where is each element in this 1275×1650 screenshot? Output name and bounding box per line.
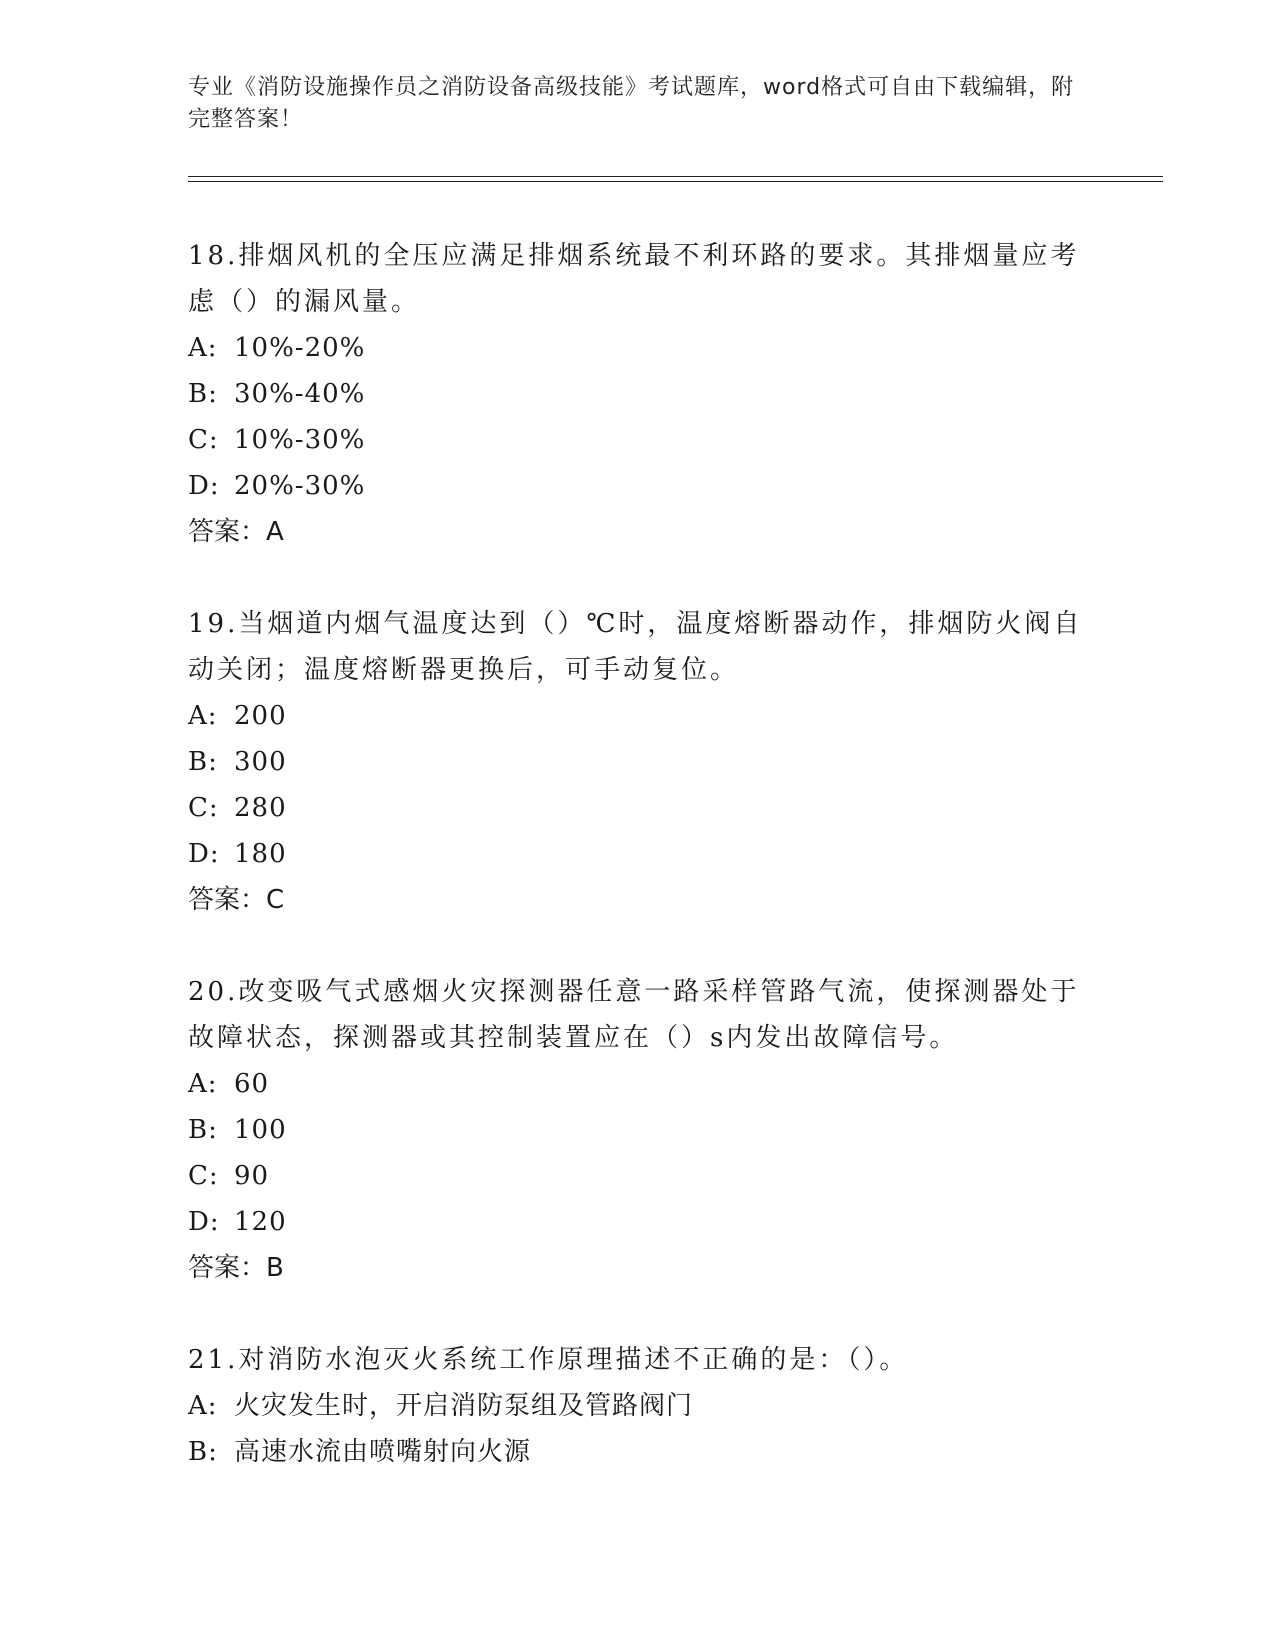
question-stem: 20.改变吸气式感烟火灾探测器任意一路采样管路气流，使探测器处于故障状态，探测器或其控制装置应在（）s内发出故障信号。: [188, 977, 1080, 1053]
option-c: [188, 417, 1088, 463]
option-letter: A:: [188, 1391, 218, 1421]
question-21: [188, 1337, 1088, 1475]
question-20: [188, 969, 1088, 1291]
option-text: 100: [234, 1115, 287, 1145]
option-letter: B:: [188, 1437, 218, 1467]
option-a: [188, 325, 1088, 371]
option-text: 90: [234, 1161, 270, 1191]
option-text: 10%-30%: [234, 425, 366, 455]
option-letter: C:: [188, 793, 219, 823]
option-text: 20%-30%: [234, 471, 366, 501]
option-text: 200: [234, 701, 287, 731]
option-d: [188, 463, 1088, 509]
option-d: [188, 831, 1088, 877]
question-stem: 18.排烟风机的全压应满足排烟系统最不利环路的要求。其排烟量应考虑（）的漏风量。: [188, 241, 1080, 317]
option-c: [188, 1153, 1088, 1199]
option-letter: A:: [188, 333, 218, 363]
option-text: 10%-20%: [234, 333, 366, 363]
option-b: [188, 1429, 1088, 1475]
option-b: [188, 739, 1088, 785]
question-18: [188, 233, 1088, 555]
option-letter: B:: [188, 747, 218, 777]
option-text: 120: [234, 1207, 287, 1237]
option-b: [188, 1107, 1088, 1153]
header-divider-bottom: [188, 181, 1163, 182]
option-text: 高速水流由喷嘴射向火源: [234, 1437, 532, 1467]
option-b: [188, 371, 1088, 417]
answer-line: 答案：C: [188, 885, 285, 915]
option-d: [188, 1199, 1088, 1245]
option-letter: B:: [188, 379, 218, 409]
answer-line: 答案：A: [188, 517, 284, 547]
option-letter: A:: [188, 701, 218, 731]
option-c: [188, 785, 1088, 831]
option-text: 300: [234, 747, 287, 777]
option-a: [188, 693, 1088, 739]
option-letter: A:: [188, 1069, 218, 1099]
option-text: 60: [234, 1069, 270, 1099]
option-letter: B:: [188, 1115, 218, 1145]
question-stem: 19.当烟道内烟气温度达到（）℃时，温度熔断器动作，排烟防火阀自动关闭；温度熔断器更换后，可手动复位。: [188, 609, 1083, 685]
option-text: 280: [234, 793, 287, 823]
header-divider-top: [188, 176, 1163, 177]
option-letter: D:: [188, 839, 220, 869]
option-letter: D:: [188, 471, 220, 501]
option-letter: C:: [188, 1161, 219, 1191]
document-header: 专业《消防设施操作员之消防设备高级技能》考试题库，word格式可自由下载编辑，附完整答案！: [188, 75, 1075, 132]
option-a: [188, 1061, 1088, 1107]
option-text: 30%-40%: [234, 379, 366, 409]
question-stem: 21.对消防水泡灭火系统工作原理描述不正确的是：（）。: [188, 1345, 909, 1375]
option-letter: D:: [188, 1207, 220, 1237]
answer-line: 答案：B: [188, 1253, 284, 1283]
option-a: [188, 1383, 1088, 1429]
option-text: 180: [234, 839, 287, 869]
option-letter: C:: [188, 425, 219, 455]
option-text: 火灾发生时，开启消防泵组及管路阀门: [234, 1391, 694, 1421]
question-19: [188, 601, 1088, 923]
